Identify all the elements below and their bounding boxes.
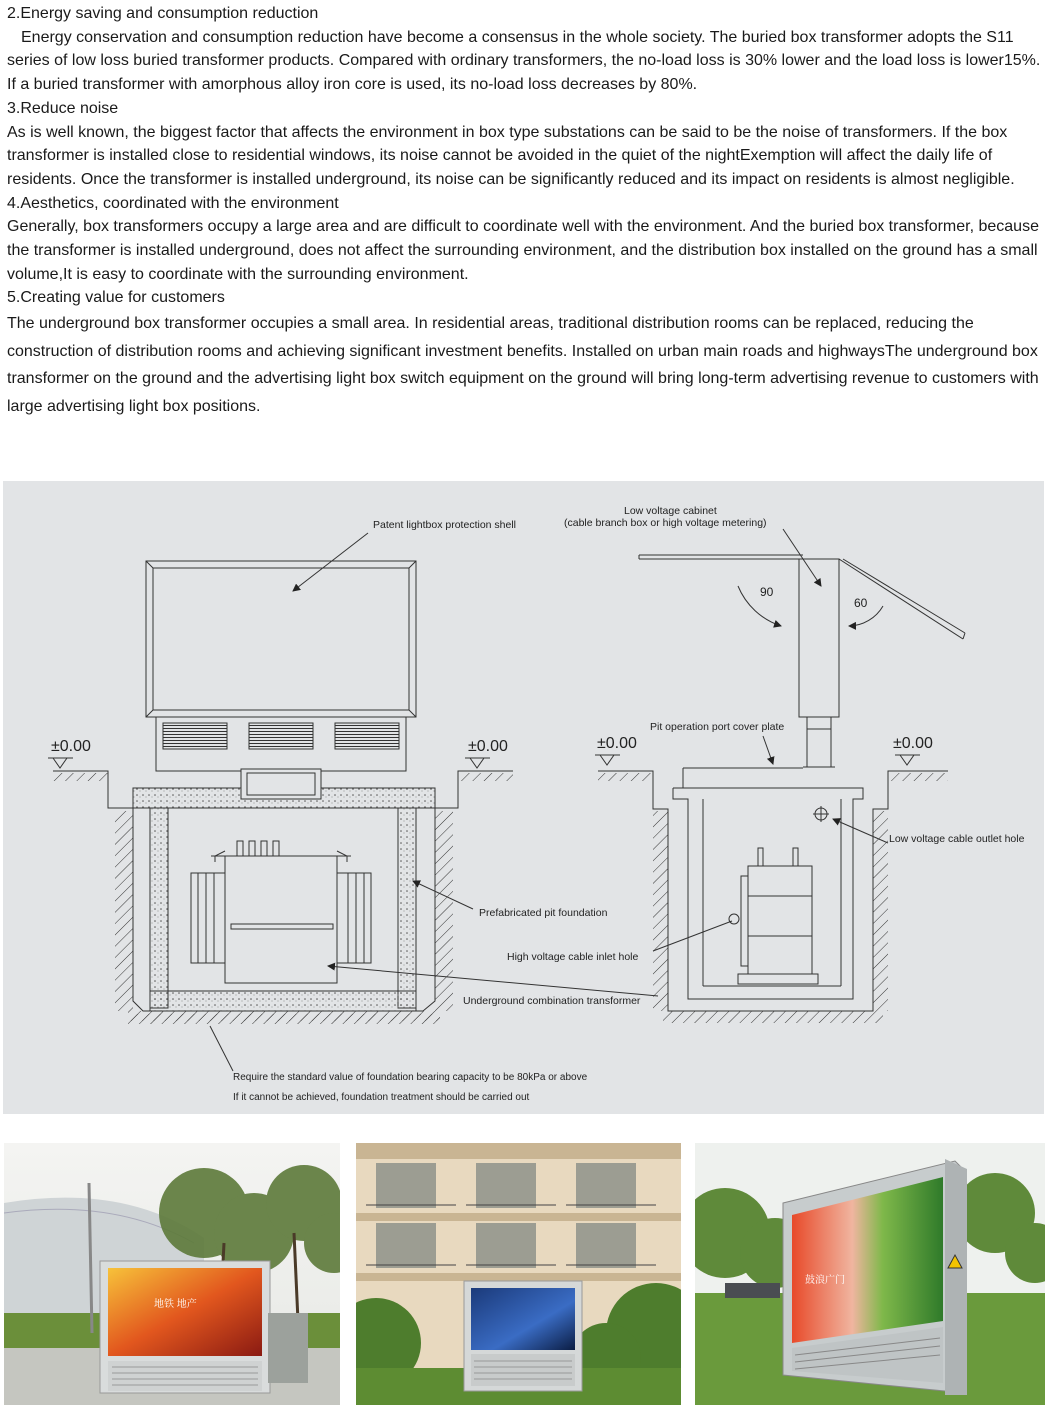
label-lv-cabinet: Low voltage cabinet	[624, 505, 717, 517]
label-level-4: ±0.00	[893, 735, 933, 752]
diagram-svg	[3, 481, 1044, 1114]
label-lightbox-shell: Patent lightbox protection shell	[373, 519, 517, 531]
label-pit-foundation: Prefabricated pit foundation	[479, 907, 608, 919]
label-angle-90: 90	[760, 585, 774, 599]
right-section	[595, 529, 965, 1023]
label-bearing-requirement: Require the standard value of foundation bearing capacity to be 80kPa or above	[233, 1072, 588, 1083]
photo3-ad-text: 鼓浪广门	[805, 1275, 845, 1286]
label-lv-cabinet-note: (cable branch box or high voltage metering)	[564, 517, 767, 529]
section-paragraph-value: The underground box transformer occupies a small area. In residential areas, traditional distribution rooms can be replaced, reducing the construction of distribution rooms and achieving significant investment benefits. Installed on urban main roads and highwaysThe underground box transformer on the ground and the advertising light box switch equipment on the ground will bring long-term advertising revenue to customers with large advertising light box positions.	[7, 315, 1039, 415]
label-lv-outlet: Low voltage cable outlet hole	[889, 833, 1025, 845]
label-level-1: ±0.00	[51, 738, 91, 755]
section-heading-noise: 3.Reduce noise	[7, 99, 119, 117]
section-paragraph-aesthetics: Generally, box transformers occupy a large area and are difficult to coordinate well with the environment. And the buried box transformer, because the transformer is installed underground, does not affect the surrounding environment, and the distribution box installed on the ground has a small volume,It is easy to coordinate with the surrounding environment.	[7, 218, 1039, 283]
label-transformer: Underground combination transformer	[463, 995, 641, 1007]
section-heading-aesthetics: 4.Aesthetics, coordinated with the environment	[7, 194, 339, 212]
article-text	[7, 2, 1047, 420]
photo-lightbox-residential	[356, 1143, 681, 1405]
label-angle-60: 60	[854, 596, 868, 610]
section-heading-energy: 2.Energy saving and consumption reduction	[7, 5, 319, 22]
label-hv-inlet: High voltage cable inlet hole	[507, 951, 639, 963]
lightbox-frame	[146, 561, 416, 717]
section-paragraph-noise: As is well known, the biggest factor that affects the environment in box type substations can be said to be the noise of transformers. If the box transformer is installed close to residential windows, its noise cannot be avoided in the quiet of the nightExemption will affect the daily life of residents. Once the transformer is installed underground, its noise can be significantly reduced and its impact on residents is almost negligible.	[7, 123, 1015, 188]
transformer-left	[191, 841, 371, 983]
section-heading-value: 5.Creating value for customers	[7, 289, 225, 307]
section-paragraph-energy: Energy conservation and consumption reduction have become a consensus in the whole society. The buried box transformer adopts the S11 series of low loss buried transformer products. Compared with ordinary transformers, the no-load loss is 30% lower and the load loss is lower15%. If a buried transformer with amorphous alloy iron core is used, its no-load loss decreases by 80%.	[7, 28, 1041, 94]
transformer-right	[729, 848, 818, 984]
lightbox-panel	[153, 568, 409, 710]
installation-diagram	[3, 481, 1044, 1114]
left-elevation	[48, 533, 658, 1071]
photo1-ad-text: 地铁 地产	[154, 1299, 197, 1310]
label-bearing-treatment: If it cannot be achieved, foundation treatment should be carried out	[233, 1092, 530, 1103]
photo-lightbox-street	[4, 1143, 340, 1405]
photo-lightbox-park	[695, 1143, 1045, 1405]
label-level-3: ±0.00	[597, 735, 637, 752]
label-level-2: ±0.00	[468, 738, 508, 755]
label-pit-cover: Pit operation port cover plate	[650, 721, 785, 733]
